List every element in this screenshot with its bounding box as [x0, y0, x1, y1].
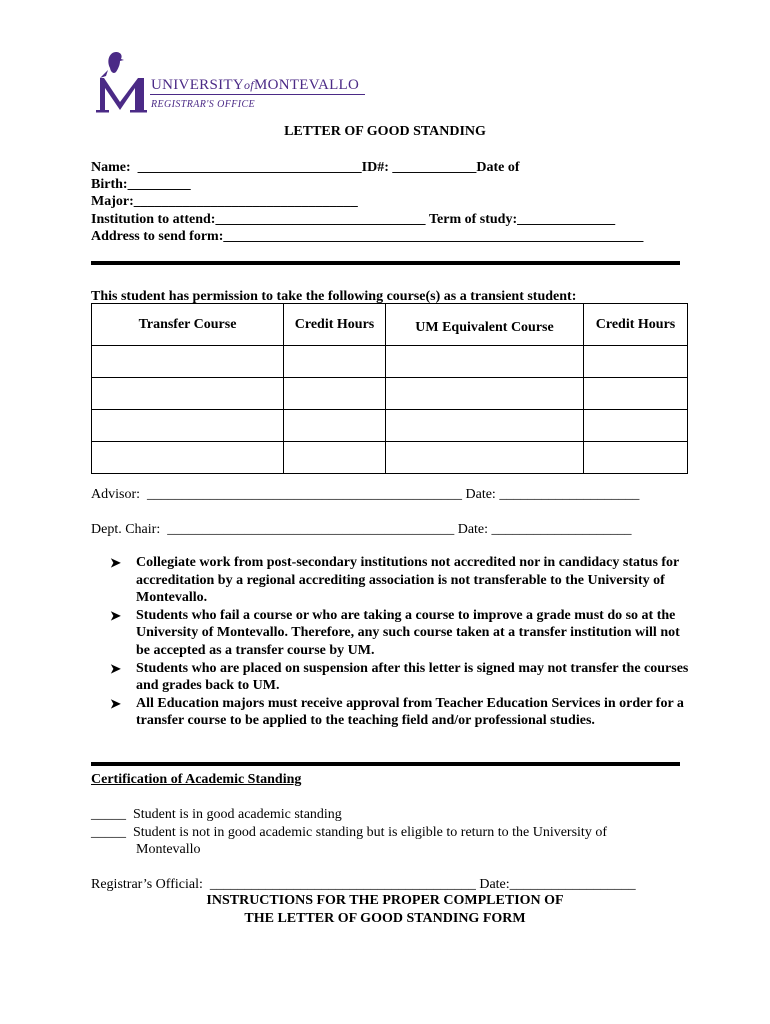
arrow-bullet-icon: ➤: [110, 695, 121, 711]
bird-icon: [100, 52, 124, 78]
header-credit-hours-um: Credit Hours: [584, 304, 688, 346]
id-label: ID#:: [361, 160, 389, 175]
list-item: ➤ Students who fail a course or who are taking a course to improve a grade must do so at the University of Montevallo. Therefore, any such course taken at a transfer institution will not be accepted as a transfer course by UM.: [110, 607, 680, 658]
arrow-bullet-icon: ➤: [110, 555, 121, 570]
name-id-line: [91, 159, 520, 176]
table-cell[interactable]: [92, 378, 284, 410]
logo-office: REGISTRAR'S OFFICE: [151, 99, 256, 110]
table-cell[interactable]: [92, 410, 284, 442]
major-label: Major:: [91, 194, 134, 209]
table-cell[interactable]: [284, 378, 386, 410]
name-field[interactable]: ________________________________: [137, 160, 362, 175]
registrar-line: [91, 876, 636, 893]
policy-list: [110, 554, 690, 730]
address-field[interactable]: ____________________________________________________________: [223, 229, 644, 244]
table-cell[interactable]: [584, 346, 688, 378]
certification-heading: Certification of Academic Standing: [91, 772, 302, 787]
certification-option-2: [91, 824, 607, 841]
registrar-label: Registrar’s Official:: [91, 877, 203, 892]
chair-date-field[interactable]: ____________________: [491, 522, 632, 537]
table-cell[interactable]: [284, 410, 386, 442]
address-line: [91, 228, 643, 245]
arrow-bullet-icon: ➤: [110, 607, 121, 623]
section-divider: [91, 762, 680, 766]
header-um-equivalent: UM Equivalent Course: [386, 304, 584, 346]
list-item: ➤ Students who are placed on suspension after this letter is signed may not transfer the courses and grades back to UM.: [110, 660, 689, 694]
major-field[interactable]: ________________________________: [133, 194, 358, 209]
birth-label: Birth:: [91, 177, 128, 192]
table-cell[interactable]: [92, 346, 284, 378]
registrar-date-field[interactable]: __________________: [509, 877, 636, 892]
table-row: [92, 346, 688, 378]
table-cell[interactable]: [386, 378, 584, 410]
certification-option-1: [91, 806, 342, 823]
arrow-bullet-icon: ➤: [110, 660, 121, 676]
name-label: Name:: [91, 160, 131, 175]
table-cell[interactable]: [584, 410, 688, 442]
table-cell[interactable]: [284, 442, 386, 474]
chair-date-label: Date:: [457, 522, 489, 537]
table-cell[interactable]: [386, 410, 584, 442]
header-credit-hours: Credit Hours: [284, 304, 386, 346]
advisor-date-field[interactable]: ____________________: [499, 487, 640, 502]
table-cell[interactable]: [386, 346, 584, 378]
advisor-date-label: Date:: [465, 487, 496, 502]
table-cell[interactable]: [284, 346, 386, 378]
major-line: [91, 193, 358, 210]
chair-label: Dept. Chair:: [91, 522, 161, 537]
table-header-row: [92, 304, 688, 346]
table-cell[interactable]: [386, 442, 584, 474]
registrar-signature-field[interactable]: ______________________________________: [209, 877, 476, 892]
advisor-line: [91, 486, 639, 503]
list-item: ➤ All Education majors must receive approval from Teacher Education Services in order for a transfer course to be applied to the teaching field and/or professional studies.: [110, 695, 684, 729]
instructions-heading-1: INSTRUCTIONS FOR THE PROPER COMPLETION OF: [206, 893, 564, 908]
header-transfer-course: Transfer Course: [92, 304, 284, 346]
table-cell[interactable]: [92, 442, 284, 474]
table-row: [92, 410, 688, 442]
table-row: [92, 442, 688, 474]
advisor-label: Advisor:: [91, 487, 140, 502]
institution-field[interactable]: ______________________________: [215, 212, 426, 227]
birth-line: [91, 176, 191, 193]
option-1-label: Student is in good academic standing: [133, 807, 342, 822]
table-cell[interactable]: [584, 442, 688, 474]
course-table: [91, 303, 688, 474]
institution-line: [91, 211, 615, 228]
term-label: Term of study:: [428, 212, 518, 227]
institution-label: Institution to attend:: [91, 212, 216, 227]
option-1-checkbox[interactable]: _____: [91, 807, 126, 822]
section-divider: [91, 261, 680, 265]
address-label: Address to send form:: [91, 229, 224, 244]
monogram-m-icon: [96, 78, 147, 113]
advisor-signature-field[interactable]: _____________________________________________: [147, 487, 462, 502]
term-field[interactable]: ______________: [517, 212, 616, 227]
option-2-checkbox[interactable]: _____: [91, 825, 126, 840]
instructions-heading-2: THE LETTER OF GOOD STANDING FORM: [244, 911, 526, 926]
option-2-label: Student is not in good academic standing but is eligible to return to the University of: [133, 825, 607, 840]
logo-wordmark: UNIVERSITYofMONTEVALLO: [151, 77, 360, 93]
id-field[interactable]: ____________: [392, 160, 477, 175]
birth-date-field[interactable]: _________: [127, 177, 191, 192]
option-2-label-cont: Montevallo: [136, 842, 201, 857]
table-row: [92, 378, 688, 410]
date-of-label: Date of: [476, 160, 520, 175]
chair-signature-field[interactable]: _________________________________________: [167, 522, 455, 537]
list-item: ➤ Collegiate work from post-secondary institutions not accredited nor in candidacy status for accreditation by a regional accrediting association is not transferable to the University of Montevallo.: [110, 555, 680, 606]
page-title: LETTER OF GOOD STANDING: [284, 124, 486, 139]
registrar-date-label: Date:: [479, 877, 510, 892]
chair-line: [91, 521, 632, 538]
permission-text: This student has permission to take the following course(s) as a transient student:: [91, 289, 577, 304]
table-cell[interactable]: [584, 378, 688, 410]
